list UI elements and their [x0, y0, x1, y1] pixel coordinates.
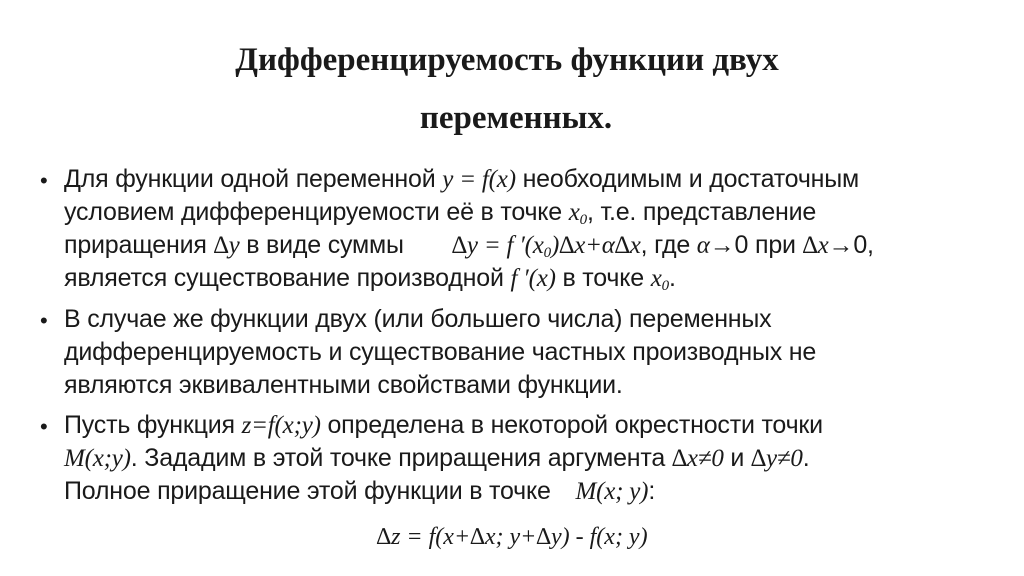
- text: в точке: [555, 264, 651, 292]
- bullet-2-line-2: дифференцируемость и существование частных производных не: [64, 338, 817, 366]
- text: Полное приращение этой функции в точке: [64, 477, 558, 505]
- math: )∆x+α∆x: [550, 232, 641, 259]
- bullet-2-line-3: являются эквивалентными свойствами функции.: [64, 371, 623, 399]
- text: .: [668, 264, 676, 292]
- math: y = f(x): [442, 166, 516, 193]
- math: ∆x: [802, 232, 829, 259]
- text: условием дифференцируемости её в точке: [64, 198, 569, 226]
- bullet-1-line-1: [64, 167, 859, 192]
- text: →0,: [828, 231, 874, 259]
- math: f ′(x): [510, 265, 556, 292]
- math: x: [568, 199, 580, 226]
- math: M(x;y): [64, 445, 131, 472]
- math: ∆y: [213, 232, 240, 259]
- text: :: [648, 477, 656, 505]
- bullet-3-line-3: [64, 479, 655, 504]
- subscript: 0: [543, 245, 551, 261]
- text: и: [723, 444, 751, 472]
- math: z=f(x;y): [241, 412, 321, 439]
- text: , где: [640, 231, 697, 259]
- bullet-1-line-4: [64, 264, 676, 294]
- text: в виде суммы: [239, 231, 404, 259]
- text: , т.е. представление: [586, 198, 817, 226]
- text: Для функции одной переменной: [64, 165, 443, 193]
- text: Пусть функция: [64, 411, 242, 439]
- total-increment-formula: ∆z = f(x+∆x; y+∆y) - f(x; y): [376, 524, 648, 550]
- bullet-marker: •: [40, 168, 48, 193]
- text: является существование производной: [64, 264, 511, 292]
- bullet-2-line-1: В случае же функции двух (или большего числа) переменных: [64, 305, 772, 333]
- text: . Зададим в этой точке приращения аргумента: [130, 444, 672, 472]
- bullet-1-line-3: [64, 231, 874, 261]
- page-title-line-1: Дифференцируемость функции двух: [235, 42, 779, 78]
- bullet-3-line-1: [64, 413, 823, 438]
- text: приращения: [64, 231, 214, 259]
- subscript: 0: [661, 278, 669, 294]
- text: →0 при: [709, 231, 803, 259]
- math: α: [696, 232, 710, 259]
- bullet-marker: •: [40, 308, 48, 333]
- bullet-3-line-2: [64, 446, 809, 471]
- math: ∆x≠0: [671, 445, 724, 472]
- bullet-1-line-2: [64, 198, 817, 228]
- text: необходимым и достаточным: [515, 165, 860, 193]
- math: x: [650, 265, 662, 292]
- text: .: [802, 444, 810, 472]
- subscript: 0: [579, 212, 587, 228]
- math: ∆y = f ′(x: [451, 232, 544, 259]
- math: M(x; y): [575, 478, 649, 505]
- text: определена в некоторой окрестности точки: [320, 411, 823, 439]
- bullet-marker: •: [40, 414, 48, 439]
- page-title-line-2: переменных.: [419, 100, 613, 136]
- math: ∆y≠0: [750, 445, 803, 472]
